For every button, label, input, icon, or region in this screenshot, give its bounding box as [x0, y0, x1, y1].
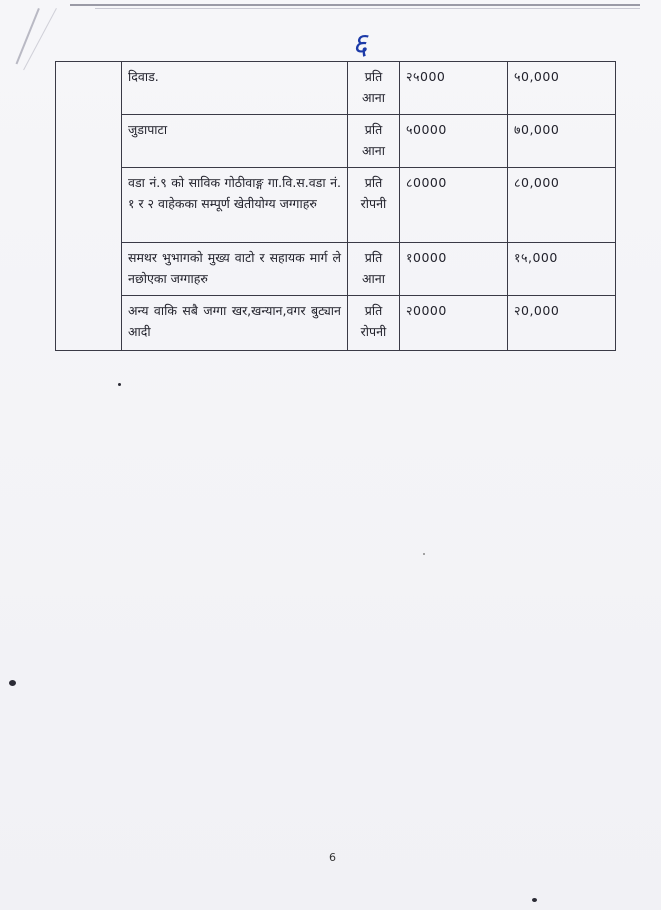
- unit: प्रति आना: [348, 243, 400, 296]
- scan-edge-left: [16, 8, 40, 64]
- unit: प्रति रोपनी: [348, 168, 400, 243]
- land-description: वडा नं.९ को साविक गोठीवाङ्ग गा.वि.स.वडा नं. १ र २ वाहेकका सम्पूर्ण खेतीयोग्य जग्गाहरु: [122, 168, 348, 243]
- handwritten-page-number: ६: [352, 27, 368, 62]
- unit: प्रति आना: [348, 62, 400, 115]
- value: ५0,000: [508, 62, 616, 115]
- value: ७0,000: [508, 115, 616, 168]
- value: १५,000: [508, 243, 616, 296]
- scan-speck: [118, 383, 121, 386]
- rate: ८0000: [400, 168, 508, 243]
- table-row: [56, 168, 616, 243]
- footer-page-number: 6: [329, 851, 336, 864]
- scan-edge-top-inner: [95, 8, 640, 9]
- land-description: जुडापाटा: [122, 115, 348, 168]
- rate: २५000: [400, 62, 508, 115]
- land-description: अन्य वाकि सबै जग्गा खर,खन्यान,वगर बुट्यान आदी: [122, 296, 348, 351]
- value: २0,000: [508, 296, 616, 351]
- table-row: [56, 62, 616, 115]
- unit: प्रति आना: [348, 115, 400, 168]
- land-description: दिवाड.: [122, 62, 348, 115]
- table-row: [56, 115, 616, 168]
- scan-edge-top: [70, 4, 640, 6]
- rate: २0000: [400, 296, 508, 351]
- scan-edge-left-inner: [23, 8, 57, 70]
- land-description: समथर भुभागको मुख्य वाटो र सहायक मार्ग ले नछोएका जग्गाहरु: [122, 243, 348, 296]
- unit: प्रति रोपनी: [348, 296, 400, 351]
- scan-speck: [532, 898, 537, 902]
- rate: ५0000: [400, 115, 508, 168]
- rate: १0000: [400, 243, 508, 296]
- table-row: [56, 296, 616, 351]
- value: ८0,000: [508, 168, 616, 243]
- scan-speck: [423, 553, 425, 555]
- blank-first-column: [56, 62, 122, 351]
- table-row: [56, 243, 616, 296]
- scan-speck: [9, 680, 16, 686]
- land-rate-table: [55, 61, 616, 351]
